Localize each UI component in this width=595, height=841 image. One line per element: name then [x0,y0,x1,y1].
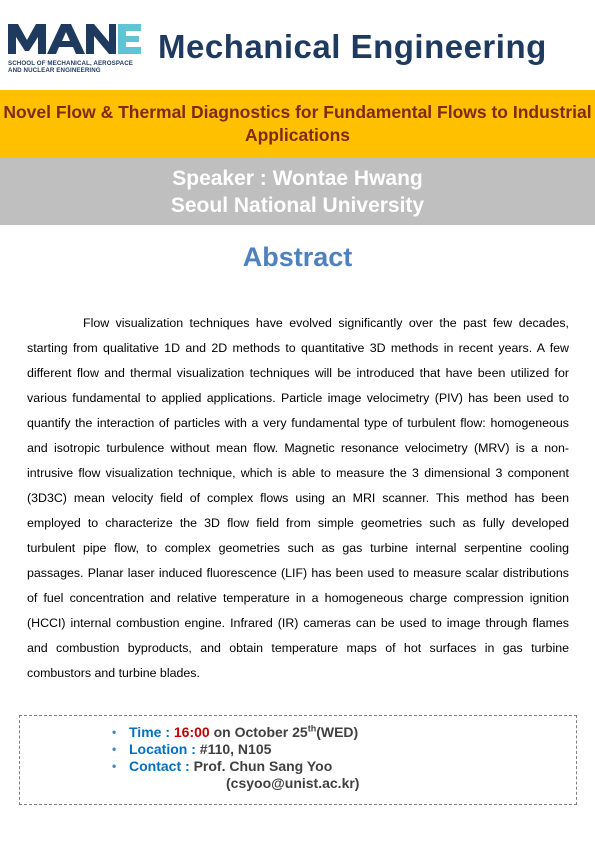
contact-name: Prof. Chun Sang Yoo [193,758,333,774]
bullet-icon: • [112,725,117,739]
time-item [112,723,359,741]
speaker-banner [0,158,595,225]
event-info-list [112,723,360,792]
date-suffix-sup: th [307,723,317,734]
department-name: Mechanical Engineering [158,28,547,65]
location-item [112,741,359,758]
contact-label: Contact : [129,758,190,774]
mane-wordmark-logo [7,20,147,58]
logo-subtitle: SCHOOL OF MECHANICAL, AEROSPACE AND NUCLEAR ENGINEERING [8,60,134,74]
event-info-box [19,715,577,805]
weekday-value: (WED) [316,724,359,740]
contact-item [112,758,359,775]
time-label: Time : [129,724,170,740]
bullet-icon: • [112,759,117,773]
speaker-name: Speaker : Wontae Hwang [172,166,423,190]
date-value: on October 25 [213,724,308,740]
location-value: #110, N105 [199,741,272,757]
speaker-affiliation: Seoul National University [170,193,425,217]
title-banner [0,90,595,158]
location-label: Location : [129,741,196,757]
seminar-title: Novel Flow & Thermal Diagnostics for Fundamental Flows to Industrial Applications [3,102,592,145]
time-value: 16:00 [173,724,210,740]
mane-logo [7,20,147,80]
abstract-heading: Abstract [242,242,353,272]
contact-email: (csyoo@unist.ac.kr) [226,775,360,791]
header [0,0,595,90]
abstract-text: Flow visualization techniques have evolved significantly over the past few decades, starting from qualitative 1D and 2D methods to quantitative 3D methods in recent years. A few different flow and thermal visualization techniques will be introduced that have been utilized for various fundamental to applied applications. Particle image velocimetry (PIV) has been used to quantify the interaction of particles with a very fundamental type of turbulent flow: homogeneous and isotropic turbulence without mean flow. Magnetic resonance velocimetry (MRV) is a non-intrusive flow visualization technique, which is able to measure the 3 dimensional 3 component (3D3C) mean velocity field of complex flows using an MRI scanner. This method has been employed to characterize the 3D flow field from simple geometries such as fully developed turbulent pipe flow, to complex geometries such as gas turbine internal serpentine cooling passages. Planar laser induced fluorescence (LIF) has been used to measure scalar distributions of fuel concentration and relative temperature in a homogeneous charge compression ignition (HCCI) internal combustion engine. Infrared (IR) cameras can be used to image through flames and combustion byproducts, and obtain temperature maps of hot surfaces in gas turbine combustors and turbine blades. [27,316,569,680]
bullet-icon: • [112,742,117,756]
